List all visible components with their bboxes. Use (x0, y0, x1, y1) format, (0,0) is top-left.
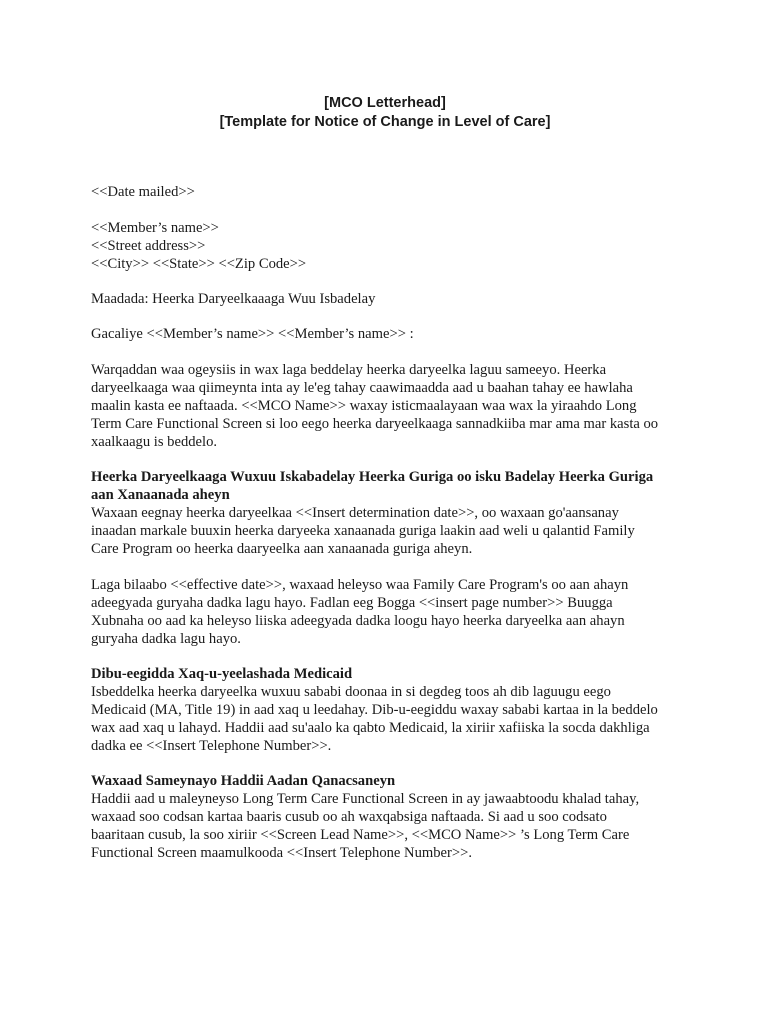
section-heading: Heerka Daryeelkaaga Wuxuu Iskabadelay Heerka Guriga oo isku Badelay Heerka Guriga (91, 469, 654, 485)
city-state-zip: <<City>> <<State>> <<Zip Code>> (91, 256, 307, 272)
section-medicaid-review: Dibu-eegidda Xaq-u-yeelashada Medicaid Isbeddelka heerka daryeelka wuxuu sababi doonaa in si degdeg toos ah dib laguugu eego Medicaid (MA, Title 19) in aad xaq u leedahay. Dib-u-eegiddu waxay sababi kartaa in la beddelo wax aad xaq u lahayd. Haddii aad su'aalo ka qabto Medicaid, la xiriir xafiiska la socda dakhliga dadka ee <<Insert Telephone Number>>. (91, 665, 691, 755)
subject-line: Maadada: Heerka Daryeelkaaaga Wuu Isbadelay (91, 291, 376, 307)
section-heading: aan Xanaanada aheyn (91, 487, 230, 503)
section-level-of-care-para2: Laga bilaabo <<effective date>>, waxaad heleyso waa Family Care Program's oo aan ahayn adeegyada guryaha dadka lagu hayo. Fadlan eeg Bogga <<insert page number>> Buugga Xubnaha oo aad ka heleyso liiska adeegyada dadka loogu hayo heerka daryeelka aan ahayn guryaha dadka lagu hayo. (91, 577, 629, 647)
section-heading: Dibu-eegidda Xaq-u-yeelashada Medicaid (91, 666, 353, 682)
section-heading: Waxaad Sameynayo Haddii Aadan Qanacsaneyn (91, 773, 396, 789)
street-address: <<Street address>> (91, 238, 206, 254)
intro-paragraph: Warqaddan waa ogeysiis in wax laga beddelay heerka daryeelka laguu sameeyo. Heerka daryeelkaaga waa qiimeynta inta ay le'eg tahay caawimaadda aad u baahan tahay ee hawlaha maalin kasta ee naftaada. <<MCO Name>> waxay isticmaalayaan waa wax la yiraahdo Long Term Care Functional Screen si loo eego heerka daryeelkaaga sannadkiiba mar ama mar kasta oo xaalkaagu is beddelo. (91, 362, 659, 450)
salutation: Gacaliye <<Member’s name>> <<Member’s name>> : (91, 326, 414, 342)
section-if-not-satisfied: Waxaad Sameynayo Haddii Aadan Qanacsaneyn Haddii aad u maleyneyso Long Term Care Functional Screen in ay jawaabtoodu khalad tahay, waxaad soo codsan kartaa baaris cusub oo ah waxqabsiga naftaada. Si aad u soo codsato baaritaan cusub, la soo xiriir <<Screen Lead Name>>, <<MCO Name>> ’s Long Term Care Functional Screen maamulkooda <<Insert Telephone Number>>. (91, 772, 691, 862)
section-level-of-care: Heerka Daryeelkaaga Wuxuu Iskabadelay Heerka Guriga oo isku Badelay Heerka Guriga aan Xanaanada aheyn Waxaan eegnay heerka daryeelkaa <<Insert determination date>>, oo waxaan go'aansanay inaadan markale buuxin heerka daryeeka xanaanada guriga laakin aad weli u qalantid Family Care Program oo heerka daaryeelka aan xanaanada guriga aheyn. (91, 468, 691, 558)
address-block (91, 219, 691, 273)
date-mailed: <<Date mailed>> (91, 184, 195, 200)
letterhead-title: [MCO Letterhead] (324, 95, 446, 111)
template-title: [Template for Notice of Change in Level of Care] (219, 114, 551, 130)
member-name: <<Member’s name>> (91, 220, 219, 236)
